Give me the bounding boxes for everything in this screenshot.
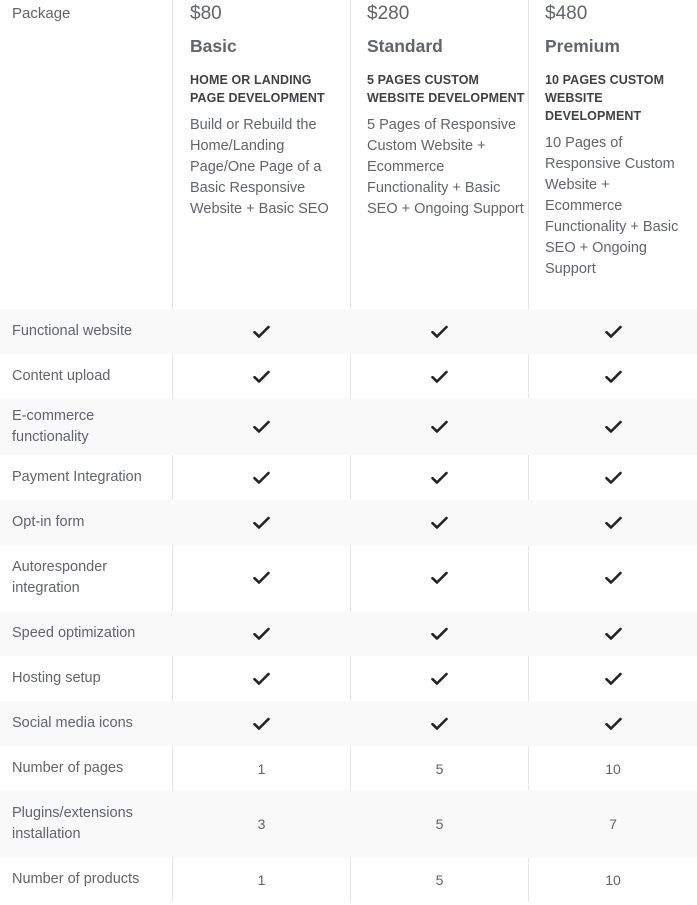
feature-check-cell bbox=[529, 399, 697, 455]
check-icon bbox=[605, 571, 622, 585]
feature-label: Number of pages bbox=[12, 760, 124, 776]
feature-check-cell bbox=[529, 611, 697, 656]
check-icon bbox=[253, 370, 270, 384]
package-price: $280 bbox=[367, 3, 410, 24]
feature-check-cell bbox=[529, 309, 697, 354]
feature-value: 5 bbox=[435, 760, 444, 777]
feature-label: Social media icons bbox=[12, 715, 133, 731]
check-icon bbox=[253, 516, 270, 530]
check-icon bbox=[605, 672, 622, 686]
feature-check-cell bbox=[173, 611, 350, 656]
feature-check-cell bbox=[351, 399, 528, 455]
check-icon bbox=[605, 471, 622, 485]
package-description: 5 Pages of Responsive Custom Website + Ecommerce Functionality + Basic SEO + Ongoing Support bbox=[367, 117, 524, 217]
table-row bbox=[0, 399, 697, 455]
check-icon bbox=[253, 471, 270, 485]
package-title: 5 PAGES CUSTOM WEBSITE DEVELOPMENT bbox=[367, 73, 525, 105]
feature-label: Number of products bbox=[12, 871, 140, 887]
table-row bbox=[0, 500, 697, 545]
table-row bbox=[0, 455, 697, 500]
feature-value: 1 bbox=[257, 760, 266, 777]
feature-check-cell bbox=[529, 701, 697, 746]
feature-check-cell bbox=[529, 500, 697, 545]
check-icon bbox=[605, 370, 622, 384]
feature-label: E-commerce functionality bbox=[12, 408, 95, 445]
feature-value: 1 bbox=[257, 871, 266, 888]
package-standard bbox=[367, 0, 525, 220]
check-icon bbox=[431, 325, 448, 339]
feature-check-cell bbox=[351, 656, 528, 701]
feature-check-cell bbox=[173, 399, 350, 455]
feature-check-cell bbox=[529, 455, 697, 500]
check-icon bbox=[431, 471, 448, 485]
feature-label: Plugins/extensions installation bbox=[12, 805, 133, 842]
check-icon bbox=[605, 627, 622, 641]
package-description: 10 Pages of Responsive Custom Website + Ecommerce Functionality + Basic SEO + Ongoing Support bbox=[545, 135, 679, 277]
feature-check-cell bbox=[173, 500, 350, 545]
check-icon bbox=[431, 627, 448, 641]
check-icon bbox=[605, 516, 622, 530]
check-icon bbox=[605, 325, 622, 339]
feature-check-cell bbox=[351, 701, 528, 746]
table-row bbox=[0, 611, 697, 656]
feature-check-cell bbox=[173, 455, 350, 500]
package-name: Premium bbox=[545, 36, 620, 56]
feature-label: Payment Integration bbox=[12, 469, 142, 485]
feature-label: Opt-in form bbox=[12, 514, 85, 530]
feature-check-cell bbox=[351, 354, 528, 399]
check-icon bbox=[431, 420, 448, 434]
package-title: HOME OR LANDING PAGE DEVELOPMENT bbox=[190, 73, 325, 105]
feature-check-cell bbox=[173, 701, 350, 746]
feature-rows bbox=[0, 309, 697, 902]
feature-value: 7 bbox=[609, 816, 617, 832]
check-icon bbox=[431, 672, 448, 686]
feature-check-cell bbox=[529, 545, 697, 611]
table-row bbox=[0, 354, 697, 399]
check-icon bbox=[431, 516, 448, 530]
package-title: 10 PAGES CUSTOM WEBSITE DEVELOPMENT bbox=[545, 73, 665, 123]
package-label: Package bbox=[12, 5, 71, 22]
check-icon bbox=[253, 672, 270, 686]
feature-check-cell bbox=[351, 455, 528, 500]
feature-check-cell bbox=[351, 500, 528, 545]
feature-check-cell bbox=[173, 545, 350, 611]
check-icon bbox=[253, 571, 270, 585]
check-icon bbox=[253, 717, 270, 731]
feature-label: Functional website bbox=[12, 323, 133, 339]
check-icon bbox=[605, 420, 622, 434]
feature-label: Autoresponder integration bbox=[12, 559, 108, 596]
package-premium bbox=[545, 0, 690, 280]
package-name: Basic bbox=[190, 36, 237, 56]
table-row bbox=[0, 791, 697, 857]
feature-label: Speed optimization bbox=[12, 625, 136, 641]
table-row bbox=[0, 701, 697, 746]
table-row bbox=[0, 656, 697, 701]
feature-check-cell bbox=[529, 354, 697, 399]
package-header-row bbox=[0, 0, 697, 309]
feature-check-cell bbox=[173, 656, 350, 701]
package-basic bbox=[190, 0, 348, 220]
check-icon bbox=[253, 420, 270, 434]
table-row bbox=[0, 746, 697, 791]
package-price: $80 bbox=[190, 3, 222, 24]
feature-check-cell bbox=[351, 611, 528, 656]
feature-check-cell bbox=[529, 656, 697, 701]
check-icon bbox=[605, 717, 622, 731]
check-icon bbox=[431, 370, 448, 384]
feature-check-cell bbox=[173, 354, 350, 399]
table-row bbox=[0, 857, 697, 902]
feature-label: Hosting setup bbox=[12, 670, 101, 686]
package-description: Build or Rebuild the Home/Landing Page/One Page of a Basic Responsive Website + Basic SEO bbox=[190, 117, 329, 217]
table-row bbox=[0, 309, 697, 354]
feature-check-cell bbox=[351, 309, 528, 354]
feature-check-cell bbox=[351, 545, 528, 611]
feature-value: 5 bbox=[435, 816, 444, 832]
check-icon bbox=[431, 571, 448, 585]
feature-value: 10 bbox=[605, 760, 621, 777]
check-icon bbox=[253, 325, 270, 339]
feature-label: Content upload bbox=[12, 368, 111, 384]
package-price: $480 bbox=[545, 3, 588, 24]
feature-value: 3 bbox=[257, 816, 266, 832]
package-name: Standard bbox=[367, 36, 443, 56]
feature-value: 5 bbox=[435, 871, 444, 888]
feature-check-cell bbox=[173, 309, 350, 354]
feature-value: 10 bbox=[605, 871, 621, 888]
table-row bbox=[0, 545, 697, 611]
check-icon bbox=[431, 717, 448, 731]
check-icon bbox=[253, 627, 270, 641]
